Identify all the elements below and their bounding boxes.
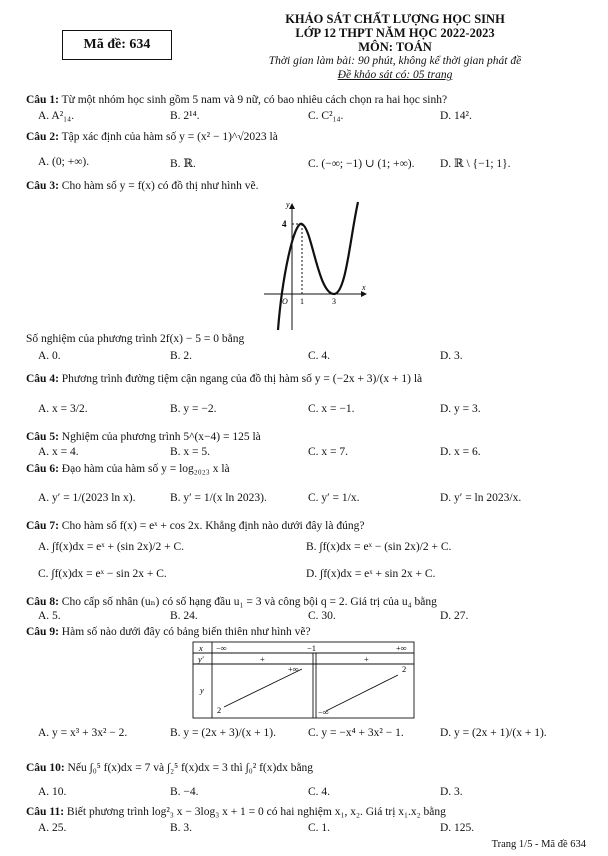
- question-9: Câu 9: Hàm số nào dưới đây có bảng biến thiên như hình vẽ?: [26, 626, 311, 638]
- page-footer: Trang 1/5 - Mã đề 634: [491, 839, 586, 850]
- q11-option-b[interactable]: B. 3.: [170, 822, 193, 834]
- q2-option-b[interactable]: B. ℝ.: [170, 158, 196, 170]
- q4-option-b[interactable]: B. y = −2.: [170, 403, 217, 415]
- q4-option-d[interactable]: D. y = 3.: [440, 403, 481, 415]
- q3-option-a[interactable]: A. 0.: [38, 350, 61, 362]
- vt-arrow-left: [224, 669, 302, 707]
- vt-x-label: x: [199, 643, 203, 653]
- vt-y-left-start: 2: [217, 705, 222, 715]
- exam-code: Mã đề: 634: [83, 37, 151, 52]
- question-5: Câu 5: Nghiệm của phương trình 5^(x−4) = 125 là: [26, 431, 261, 443]
- q2-option-d[interactable]: D. ℝ \ {−1; 1}.: [440, 158, 511, 170]
- q1-option-a[interactable]: A. A²₁₄.: [38, 110, 75, 122]
- q3-option-d[interactable]: D. 3.: [440, 350, 463, 362]
- q4-option-a[interactable]: A. x = 3/2.: [38, 403, 88, 415]
- graph-curve: [278, 202, 358, 330]
- question-11: Câu 11: Biết phương trình log²₃ x − 3log₃ x + 1 = 0 có hai nghiệm x₁, x₂. Giá trị x₁.x₂ bằng: [26, 806, 446, 818]
- q3-option-b[interactable]: B. 2.: [170, 350, 193, 362]
- q7-option-b[interactable]: B. ∫f(x)dx = eˣ − (sin 2x)/2 + C.: [306, 541, 452, 553]
- q7-option-a[interactable]: A. ∫f(x)dx = eˣ + (sin 2x)/2 + C.: [38, 541, 185, 553]
- q6-option-c[interactable]: C. y′ = 1/x.: [308, 492, 360, 504]
- q5-option-d[interactable]: D. x = 6.: [440, 446, 481, 458]
- q9-option-d[interactable]: D. y = (2x + 1)/(x + 1).: [440, 727, 547, 739]
- subject: MÔN: TOÁN: [358, 40, 432, 54]
- vt-x-pos-inf: +∞: [396, 643, 407, 653]
- q6-option-d[interactable]: D. y′ = ln 2023/x.: [440, 492, 522, 504]
- question-7: Câu 7: Cho hàm số f(x) = eˣ + cos 2x. Khẳng định nào dưới đây là đúng?: [26, 520, 365, 532]
- vt-y-right-start: −∞: [318, 707, 329, 717]
- q2-option-a[interactable]: A. (0; +∞).: [38, 156, 90, 168]
- graph-y-label: y: [286, 200, 290, 209]
- q1-option-d[interactable]: D. 14².: [440, 110, 472, 122]
- q11-option-a[interactable]: A. 25.: [38, 822, 67, 834]
- question-3: Câu 3: Cho hàm số y = f(x) có đồ thị như hình vẽ.: [26, 180, 259, 192]
- question-6: Câu 6: Đạo hàm của hàm số y = log₂₀₂₃ x là: [26, 463, 230, 475]
- q5-option-c[interactable]: C. x = 7.: [308, 446, 349, 458]
- q2-option-c[interactable]: C. (−∞; −1) ∪ (1; +∞).: [308, 158, 415, 170]
- q5-option-b[interactable]: B. x = 5.: [170, 446, 211, 458]
- question-1: Câu 1: Từ một nhóm học sinh gồm 5 nam và 9 nữ, có bao nhiêu cách chọn ra hai học sinh?: [26, 94, 448, 106]
- vt-yp-label: y′: [198, 654, 204, 664]
- q9-option-a[interactable]: A. y = x³ + 3x² − 2.: [38, 727, 128, 739]
- q6-option-a[interactable]: A. y′ = 1/(2023 ln x).: [38, 492, 136, 504]
- graph-origin: O: [282, 297, 288, 306]
- q10-option-c[interactable]: C. 4.: [308, 786, 331, 798]
- exam-code-box: [62, 30, 172, 60]
- question-4: Câu 4: Phương trình đường tiệm cận ngang của đồ thị hàm số y = (−2x + 3)/(x + 1) là: [26, 373, 423, 385]
- q5-option-a[interactable]: A. x = 4.: [38, 446, 79, 458]
- vt-arrow-right: [326, 675, 398, 711]
- q1-option-b[interactable]: B. 2¹⁴.: [170, 110, 200, 122]
- q4-option-c[interactable]: C. x = −1.: [308, 403, 355, 415]
- question-10: Câu 10: Nếu ∫₀⁵ f(x)dx = 7 và ∫₂⁵ f(x)dx = 3 thì ∫₀² f(x)dx bằng: [26, 762, 314, 774]
- q6-option-b[interactable]: B. y′ = 1/(x ln 2023).: [170, 492, 267, 504]
- title-line-2: LỚP 12 THPT NĂM HỌC 2022-2023: [295, 26, 495, 40]
- vt-y-right-end: 2: [402, 664, 407, 674]
- vt-y-left-end: +∞: [288, 664, 299, 674]
- q11-option-c[interactable]: C. 1.: [308, 822, 331, 834]
- q8-option-d[interactable]: D. 27.: [440, 610, 469, 622]
- vt-y-label: y: [200, 685, 204, 695]
- q8-option-a[interactable]: A. 5.: [38, 610, 61, 622]
- function-graph: [262, 198, 372, 332]
- q8-option-b[interactable]: B. 24.: [170, 610, 198, 622]
- time-note: Thời gian làm bài: 90 phút, không kể thời gian phát đề: [268, 55, 522, 67]
- q10-option-a[interactable]: A. 10.: [38, 786, 67, 798]
- q10-option-d[interactable]: D. 3.: [440, 786, 463, 798]
- question-8: Câu 8: Cho cấp số nhân (uₙ) có số hạng đầu u₁ = 3 và công bội q = 2. Giá trị của u₄ bằng: [26, 596, 437, 608]
- q8-option-c[interactable]: C. 30.: [308, 610, 336, 622]
- q9-option-b[interactable]: B. y = (2x + 3)/(x + 1).: [170, 727, 277, 739]
- graph-x-label: x: [362, 283, 366, 292]
- vt-x-neg-inf: −∞: [216, 643, 227, 653]
- vt-sign-right: +: [364, 654, 369, 664]
- q7-option-d[interactable]: D. ∫f(x)dx = eˣ + sin 2x + C.: [306, 568, 436, 580]
- title-line-1: KHẢO SÁT CHẤT LƯỢNG HỌC SINH: [285, 12, 505, 26]
- q11-option-d[interactable]: D. 125.: [440, 822, 475, 834]
- variation-table: [192, 641, 416, 719]
- q7-option-c[interactable]: C. ∫f(x)dx = eˣ − sin 2x + C.: [38, 568, 167, 580]
- question-2: Câu 2: Tập xác định của hàm số y = (x² − 1)^√2023 là: [26, 131, 278, 143]
- graph-tick-1: 1: [300, 297, 304, 306]
- pages-note: Đề khảo sát có: 05 trang: [337, 69, 453, 81]
- vt-x-minus-one: −1: [307, 643, 317, 653]
- q10-option-b[interactable]: B. −4.: [170, 786, 199, 798]
- graph-max-label: 4: [282, 219, 287, 229]
- graph-tick-3: 3: [332, 297, 336, 306]
- q9-option-c[interactable]: C. y = −x⁴ + 3x² − 1.: [308, 727, 404, 739]
- q1-option-c[interactable]: C. C²₁₄.: [308, 110, 344, 122]
- question-3-prompt: Số nghiệm của phương trình 2f(x) − 5 = 0 bằng: [26, 333, 245, 345]
- q3-option-c[interactable]: C. 4.: [308, 350, 331, 362]
- vt-sign-left: +: [260, 654, 265, 664]
